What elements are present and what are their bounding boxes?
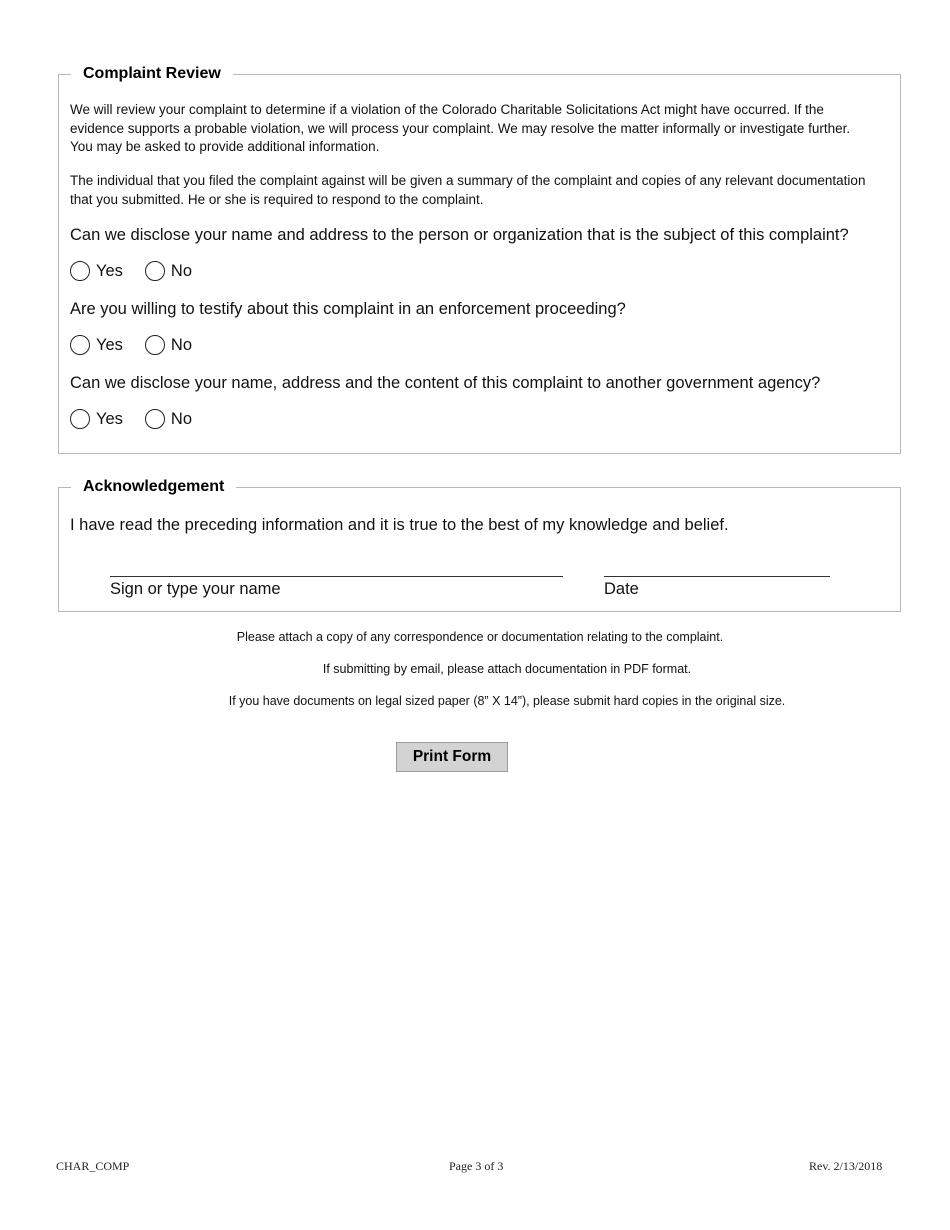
radio-button-yes[interactable] <box>70 335 90 355</box>
radio-label-no: No <box>170 261 193 280</box>
date-label: Date <box>604 580 639 598</box>
radio-label-no: No <box>170 409 193 428</box>
radio-button-yes[interactable] <box>70 409 90 429</box>
note-pdf-format: If submitting by email, please attach documentation in PDF format. <box>322 662 692 676</box>
radio-label-yes: Yes <box>96 261 123 280</box>
print-form-button[interactable]: Print Form <box>396 742 508 772</box>
radio-button-no[interactable] <box>145 261 165 281</box>
complaint-review-section <box>58 65 901 454</box>
acknowledgement-legend: Acknowledgement <box>71 477 236 497</box>
radio-button-no[interactable] <box>145 335 165 355</box>
radio-button-no[interactable] <box>145 409 165 429</box>
footer-form-id: CHAR_COMP <box>56 1159 130 1173</box>
acknowledgement-section <box>58 478 901 612</box>
radio-option-no[interactable] <box>145 409 192 429</box>
radio-option-no[interactable] <box>145 261 192 281</box>
radio-option-yes[interactable] <box>70 261 123 281</box>
review-paragraph-2: The individual that you filed the complaint against will be given a summary of the complaint and copies of any relevant documentation that you submitted. He or she is required to respond to the complaint. <box>70 173 866 207</box>
date-field[interactable] <box>604 576 830 577</box>
footer-page-number: Page 3 of 3 <box>449 1159 504 1173</box>
question-willing-to-testify: Are you willing to testify about this complaint in an enforcement proceeding? <box>70 300 626 318</box>
note-attach-correspondence: Please attach a copy of any correspondence or documentation relating to the complaint. <box>236 630 724 644</box>
radio-label-yes: Yes <box>96 409 123 428</box>
question-disclose-to-agency: Can we disclose your name, address and the content of this complaint to another government agency? <box>70 374 821 392</box>
radio-group-disclose-name-address <box>70 259 214 283</box>
radio-label-yes: Yes <box>96 335 123 354</box>
radio-button-yes[interactable] <box>70 261 90 281</box>
radio-group-willing-to-testify <box>70 333 214 357</box>
complaint-review-legend: Complaint Review <box>71 64 233 84</box>
radio-option-yes[interactable] <box>70 335 123 355</box>
radio-group-disclose-to-agency <box>70 407 214 431</box>
question-disclose-name-address: Can we disclose your name and address to the person or organization that is the subject of this complaint? <box>70 226 849 244</box>
radio-label-no: No <box>170 335 193 354</box>
acknowledgement-statement: I have read the preceding information and it is true to the best of my knowledge and belief. <box>70 516 729 534</box>
radio-option-no[interactable] <box>145 335 192 355</box>
radio-option-yes[interactable] <box>70 409 123 429</box>
signature-label: Sign or type your name <box>110 580 281 598</box>
review-paragraph-1: We will review your complaint to determine if a violation of the Colorado Charitable Solicitations Act might have occurred. If the evidence supports a probable violation, we will process your complaint. We may resolve the matter informally or investigate further. You may be asked to provide additional information. <box>70 102 851 154</box>
footer-revision: Rev. 2/13/2018 <box>809 1159 883 1173</box>
note-legal-paper: If you have documents on legal sized paper (8” X 14”), please submit hard copies in the original size. <box>228 694 786 708</box>
signature-field[interactable] <box>110 576 563 577</box>
